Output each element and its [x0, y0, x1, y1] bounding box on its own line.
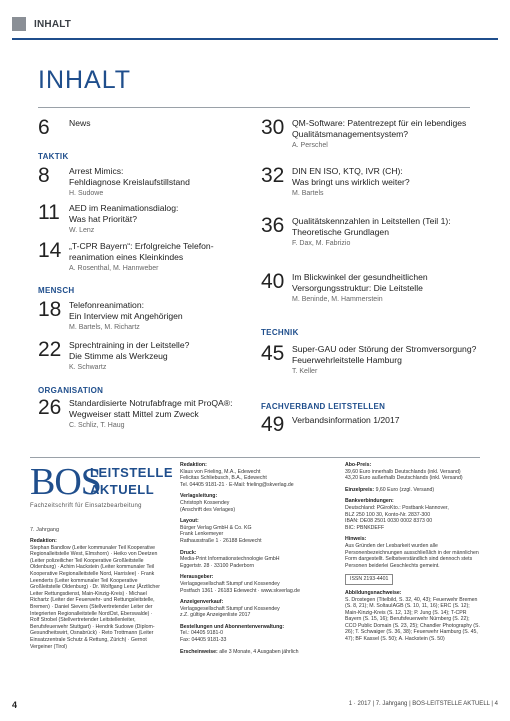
toc-article-author: M. Bartels [292, 190, 324, 197]
imprint-right-column [345, 462, 480, 648]
image-credits: Abbildungsnachweise: S. Drostegen (Titelbild, S. 32, 40, 43); Feuerwehr Bremen (S. 8, 21); M. SoltauIAGB (S. 10, 11, 16); ERC (S. 12); Main-Kinzig-Kreis (S. 12, 13); P. Jung (S. 14); T-CPR Bayern (S. 15, 16); Berufsfeuerwehr Nürnberg (S. 22); CCO Public Domain (S. 23, 25); Chandler Photography (S. 26); T. Schwaiger (S. 36, 38); Feuerwehr Hamburg (S. 45, 47); BF Kassel (S. 50); A. Hackstein (S. 50) [345, 589, 480, 643]
toc-article-author: M. Beninde, M. Hammerstein [292, 296, 383, 303]
imprint-block: Anzeigenverkauf: Verlagsgesellschaft Stumpf und Kossendey z.Z. gültige Anzeigenliste 2017 [180, 599, 280, 619]
imprint-heading: Verlagsleitung: [180, 493, 218, 500]
redaktion-board [30, 538, 162, 650]
toc-page-number: 11 [38, 201, 60, 224]
toc-page-number: 14 [38, 239, 62, 262]
toc-article-title: Arrest Mimics: Fehldiagnose Kreislaufstillstand [69, 166, 190, 187]
toc-entry-text [68, 166, 190, 197]
toc-entry-text [68, 118, 91, 138]
issn: ISSN 2193-4401 [345, 574, 393, 585]
imprint-block: Bankverbindungen: Deutschland: PGiroKto.: Postbank Hannover, BLZ 250 100 30, Konto-Nr. 2837-300 IBAN: DE08 2501 0030 0002 8373 00 BIC: PBNKDEFF [345, 498, 449, 531]
imprint-block: Herausgeber: Verlagsgesellschaft Stumpf und Kossendey Postfach 1361 · 26183 Edewecht · www.skverlag.de [180, 574, 300, 594]
page-title: INHALT [38, 66, 132, 94]
section-header-label: INHALT [34, 18, 72, 30]
imprint-block: Hinweis: Aus Gründen der Lesbarkeit wurden alle Personenbezeichnungen ausschließlich in der männlichen Form dargestellt. Selbstverständlich sind dennoch stets Personen beiderlei Geschlechts gemeint. [345, 536, 479, 569]
toc-article-author: C. Schliz, T. Haug [69, 422, 125, 429]
issn-block [345, 574, 480, 585]
imprint-rule [30, 457, 480, 458]
toc-article-title: DIN EN ISO, KTQ, IVR (CH): Was bringt uns wirklich weiter? [292, 166, 410, 187]
magazine-logo [30, 461, 173, 515]
toc-entry-text [291, 272, 428, 303]
title-rule [38, 107, 470, 108]
page-footer [12, 700, 498, 712]
imprint-block: Abo-Preis: 39,60 Euro innerhalb Deutschlands (inkl. Versand) 43,20 Euro außerhalb Deutschlands (inkl. Versand) [345, 462, 463, 482]
toc-article-title: Super-GAU oder Störung der Stromversorgung? Feuerwehrleitstelle Hamburg [292, 344, 477, 365]
toc-entry-text [68, 203, 178, 234]
toc-article-author: M. Bartels, M. Richartz [69, 324, 140, 331]
toc-entry[interactable] [38, 340, 189, 371]
logo-bos: BOS [30, 461, 101, 503]
toc-page-number: 6 [38, 116, 50, 139]
toc-section-heading: MENSCH [38, 286, 75, 295]
imprint-heading: Einzelpreis: [345, 486, 375, 493]
imprint-heading: Bankverbindungen: [345, 498, 394, 505]
toc-page-number: 49 [261, 413, 285, 436]
redaktion-board-heading: Redaktion: [30, 538, 57, 544]
toc-article-title: News [69, 118, 91, 128]
toc-entry[interactable] [38, 398, 232, 429]
imprint-heading: Erscheinweise: [180, 648, 218, 655]
imprint-heading: Layout: [180, 518, 199, 525]
image-credits-heading: Abbildungsnachweise: [345, 589, 402, 596]
logo-subtitle: Fachzeitschrift für Einsatzbearbeitung [30, 503, 142, 509]
header-rule [12, 38, 498, 40]
imprint-block: Druck: Media-Print Informationstechnologie GmbH Eggertstr. 28 · 33100 Paderborn [180, 549, 280, 569]
footer-info: 1 · 2017 | 7. Jahrgang | BOS-LEITSTELLE AKTUELL | 4 [348, 701, 498, 707]
imprint-heading: Herausgeber: [180, 574, 214, 581]
toc-entry[interactable] [261, 118, 466, 149]
toc-entry-text [291, 118, 466, 149]
logo-line1: LEITSTELLE [90, 465, 173, 480]
toc-page-number: 22 [38, 338, 62, 361]
toc-page-number: 30 [261, 116, 285, 139]
imprint-block: Bestellungen und Abonnentenverwaltung: Tel.: 04405 9181-0 Fax: 04405 9181-33 [180, 623, 285, 644]
toc-article-author: H. Sudowe [69, 190, 104, 197]
toc-article-title: Qualitätskennzahlen in Leitstellen (Teil 1): Theoretische Grundlagen [292, 216, 451, 237]
imprint-block: Verlagsleitung: Christoph Kossendey (Anschrift des Verlages) [180, 493, 236, 513]
toc-section-heading: ORGANISATION [38, 386, 104, 395]
toc-page-number: 26 [38, 396, 62, 419]
toc-section-heading: TECHNIK [261, 328, 299, 337]
square-marker-icon [12, 17, 26, 31]
toc-entry-text [68, 398, 232, 429]
toc-entry[interactable] [38, 241, 214, 272]
toc-section-heading: FACHVERBAND LEITSTELLEN [261, 402, 386, 411]
imprint-heading: Druck: [180, 549, 197, 556]
toc-article-title: Telefonreanimation: Ein Interview mit Angehörigen [69, 300, 183, 321]
toc-entry-text [68, 241, 214, 272]
imprint-block: Erscheinweise: alle 3 Monate, 4 Ausgaben jährlich [180, 648, 299, 655]
toc-article-title: QM-Software: Patentrezept für ein lebendiges Qualitätsmanagementsystem? [292, 118, 467, 139]
section-header [12, 17, 71, 31]
toc-entry-text [291, 415, 400, 435]
toc-article-author: F. Dax, M. Fabrizio [292, 240, 351, 247]
toc-page-number: 36 [261, 214, 285, 237]
toc-article-author: T. Keller [292, 368, 318, 375]
imprint-block: Layout: Bürger Verlag GmbH & Co. KG Frank Lenkemeyer Rathausstraße 1 · 26188 Edewecht [180, 518, 262, 544]
page-number: 4 [12, 700, 18, 710]
toc-entry[interactable] [261, 415, 400, 435]
toc-entry-text [68, 340, 189, 371]
toc-entry[interactable] [261, 166, 410, 197]
imprint-middle-column [180, 462, 328, 660]
toc-page-number: 32 [261, 164, 285, 187]
toc-page-number: 40 [261, 270, 285, 293]
toc-article-author: A. Rosenthal, M. Hannweber [69, 265, 159, 272]
toc-page-number: 45 [261, 342, 285, 365]
toc-article-title: Im Blickwinkel der gesundheitlichen Versorgungsstruktur: Die Leitstelle [292, 272, 428, 293]
toc-section-heading: TAKTIK [38, 152, 69, 161]
imprint-heading: Anzeigenverkauf: [180, 599, 224, 606]
toc-article-author: W. Lenz [69, 227, 95, 234]
toc-entry[interactable] [38, 118, 91, 138]
toc-article-author: K. Schwartz [69, 364, 107, 371]
imprint-heading: Abo-Preis: [345, 462, 372, 468]
toc-entry-text [291, 166, 410, 197]
toc-article-title: „T-CPR Bayern“: Erfolgreiche Telefon- reanimation eines Kleinkindes [69, 241, 214, 262]
toc-entry[interactable] [38, 203, 178, 234]
toc-page-number: 18 [38, 298, 62, 321]
imprint-block: Einzelpreis: 9,60 Euro (zzgl. Versand) [345, 486, 435, 493]
toc-entry-text [291, 344, 476, 375]
toc-entry-text [68, 300, 183, 331]
toc-article-title: Standardisierte Notrufabfrage mit ProQA®: Wegweiser statt Mittel zum Zweck [69, 398, 233, 419]
toc-article-title: Verbandsinformation 1/2017 [292, 415, 400, 425]
toc-entry[interactable] [38, 300, 183, 331]
toc-article-author: A. Perschel [292, 142, 328, 149]
toc-entry[interactable] [261, 272, 428, 303]
toc-article-title: Sprechtraining in der Leitstelle? Die Stimme als Werkzeug [69, 340, 190, 361]
imprint-heading: Hinweis: [345, 536, 367, 543]
imprint-heading: Bestellungen und Abonnentenverwaltung: [180, 623, 285, 630]
imprint-heading: Redaktion: [180, 462, 207, 468]
toc-entry[interactable] [38, 166, 190, 197]
redaktion-board-text: Stephan Bandlow (Leiter kommunaler Teil Kooperative Regionalleitstelle West, Elmshorn) · Heiko von Deetzen (Leiter polizeilicher Teil Kooperative Großleitstelle Oldenburg) · Achim Hackstein (Leiter kommunaler Teil Kooperative Regionalleitstelle Nord, Harrislee) · Frank Leenderts (Leiter kommunaler Teil Kooperative Großleitstelle Oldenburg) · Dr. Wolfgang Lenz (Ärztlicher Leiter Rettungsdienst, Main-Kinzig-Kreis) · Michael Richartz (Leiter der Feuerwehr- und Rettungsleitstelle, Bremen) · Daniel Sievers (Stellvertretender Leiter der Integrierten Regionalleitstelle NordOst, Eberswalde) · Rolf Strobel (Stellvertretender Leitstellenleiter, Berufsfeuerwehr Stuttgart) · Hendrik Sudowe (Diplom-Gesundheitswirt, Osnabrück) · Reto Trottmann (Leiter Einsatzzentrale Schutz & Rettung, Zürich) · Gernot Vergeiner (Tirol) [30, 544, 160, 650]
toc-page-number: 8 [38, 164, 50, 187]
toc-entry[interactable] [261, 216, 451, 247]
logo-line2: AKTUELL [90, 482, 155, 497]
imprint-block: Redaktion: Klaus von Frieling, M.A., Edewecht Felicitas Schliebusch, B.A., Edewecht Tel. 04405 9181-21 · E-Mail: frieling@skverlag.de [180, 462, 294, 488]
toc-article-title: AED im Reanimationsdialog: Was hat Priorität? [69, 203, 179, 224]
toc-entry[interactable] [261, 344, 476, 375]
jahrgang: 7. Jahrgang [30, 527, 60, 533]
toc-entry-text [291, 216, 451, 247]
